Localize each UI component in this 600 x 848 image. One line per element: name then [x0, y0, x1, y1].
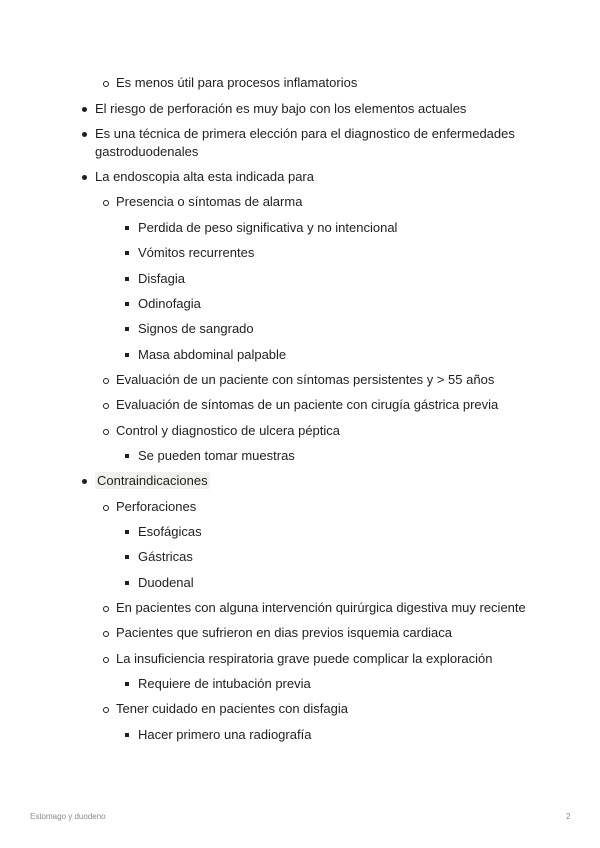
bullet-marker: [103, 429, 109, 435]
bullet-marker: [125, 682, 129, 686]
bullet-marker: [125, 581, 129, 585]
bullet-marker: [103, 657, 109, 663]
list-item: Control y diagnostico de ulcera péptica: [116, 423, 341, 438]
bullet-marker: [125, 530, 129, 534]
bullet-marker: [125, 327, 129, 331]
footer-title: Estomago y duodeno: [30, 812, 106, 821]
list-item: Es una técnica de primera elección para el diagnostico de enfermedades: [95, 126, 515, 141]
bullet-marker: [103, 631, 109, 637]
bullet-marker: [125, 226, 129, 230]
bullet-marker: [125, 302, 129, 306]
bullet-marker: [103, 200, 109, 206]
bullet-marker: [103, 81, 109, 87]
list-item: Es menos útil para procesos inflamatorios: [116, 75, 358, 90]
list-item: Se pueden tomar muestras: [138, 448, 295, 463]
bullet-marker: [125, 733, 129, 737]
list-item: Evaluación de síntomas de un paciente con cirugía gástrica previa: [116, 397, 499, 412]
page-number: 2: [566, 812, 571, 821]
list-item: El riesgo de perforación es muy bajo con los elementos actuales: [95, 101, 467, 116]
bullet-marker: [103, 403, 109, 409]
list-item: Esofágicas: [138, 524, 202, 539]
list-item: Tener cuidado en pacientes con disfagia: [116, 701, 348, 716]
list-item: Odinofagia: [138, 296, 201, 311]
list-item: Signos de sangrado: [138, 321, 254, 336]
bullet-marker: [125, 454, 129, 458]
list-item: Pacientes que sufrieron en dias previos isquemia cardiaca: [116, 625, 453, 640]
list-item: Hacer primero una radiografía: [138, 727, 312, 742]
bullet-marker: [103, 606, 109, 612]
list-item: La endoscopia alta esta indicada para: [95, 169, 314, 184]
highlighted-text: Contraindicaciones: [97, 473, 208, 488]
bullet-marker: [103, 505, 109, 511]
list-item-continuation: gastroduodenales: [95, 144, 199, 159]
list-item: Gástricas: [138, 549, 193, 564]
bullet-marker: [82, 175, 87, 180]
list-item: Masa abdominal palpable: [138, 347, 287, 362]
list-item: Perforaciones: [116, 499, 197, 514]
list-item: Evaluación de un paciente con síntomas persistentes y > 55 años: [116, 372, 495, 387]
bullet-marker: [82, 132, 87, 137]
list-item: En pacientes con alguna intervención quirúrgica digestiva muy reciente: [116, 600, 526, 615]
list-item: Requiere de intubación previa: [138, 676, 311, 691]
bullet-marker: [103, 378, 109, 384]
list-item: Disfagia: [138, 271, 185, 286]
bullet-marker: [82, 479, 87, 484]
list-item: Duodenal: [138, 575, 194, 590]
list-item: [95, 472, 210, 490]
bullet-marker: [125, 353, 129, 357]
list-item: La insuficiencia respiratoria grave puede complicar la exploración: [116, 651, 493, 666]
bullet-marker: [82, 107, 87, 112]
list-item: Vómitos recurrentes: [138, 245, 255, 260]
bullet-marker: [103, 707, 109, 713]
list-item: Perdida de peso significativa y no intencional: [138, 220, 398, 235]
bullet-marker: [125, 251, 129, 255]
bullet-marker: [125, 555, 129, 559]
list-item: Presencia o síntomas de alarma: [116, 194, 303, 209]
bullet-marker: [125, 277, 129, 281]
